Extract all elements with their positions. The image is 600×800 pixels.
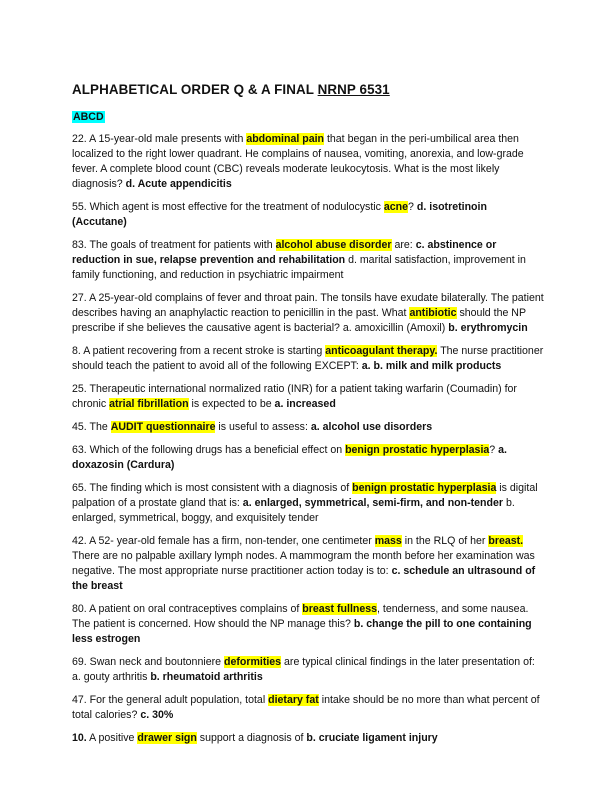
question-text: 27. A 25-year-old complains of fever and throat pain. The tonsils have exudate bilaterally. The patient describes having an anaphylactic reaction to penicillin in the past. What xyxy=(72,292,544,319)
course-code: NRNP 6531 xyxy=(317,82,390,97)
answer-text: a. increased xyxy=(274,398,336,410)
question-text: The nurse practitioner should teach the patient to avoid all of the following EXCEPT: xyxy=(72,345,544,372)
question-item xyxy=(72,382,544,412)
question-item xyxy=(72,481,544,526)
question-text: 69. Swan neck and boutonniere xyxy=(72,656,224,668)
highlighted-keyword: benign prostatic hyperplasia xyxy=(345,444,490,456)
question-text: There are no palpable axillary lymph nodes. A mammogram the month before her examination was negative. The most appropriate nurse practitioner action today is to: xyxy=(72,550,535,577)
question-text: are typical clinical findings in the later presentation of: a. gouty arthritis xyxy=(72,656,535,683)
highlighted-keyword: atrial fibrillation xyxy=(109,398,189,410)
question-item xyxy=(72,420,544,435)
highlighted-keyword: deformities xyxy=(223,656,282,668)
question-text: d. marital satisfaction, improvement in family functioning, and reduction in psychiatric impairment xyxy=(72,254,526,281)
question-text: b. enlarged, symmetrical, boggy, and exquisitely tender xyxy=(72,497,515,524)
question-item xyxy=(72,693,544,723)
question-item xyxy=(72,655,544,685)
question-item xyxy=(72,443,544,473)
highlighted-keyword: breast. xyxy=(488,535,524,547)
question-text: 22. A 15-year-old male presents with xyxy=(72,133,247,145)
question-text: 80. A patient on oral contraceptives complains of xyxy=(72,603,303,615)
highlighted-keyword: breast fullness xyxy=(302,603,378,615)
question-text: 8. A patient recovering from a recent stroke is starting xyxy=(72,345,326,357)
question-item xyxy=(72,534,544,594)
question-text: intake should be no more than what percent of total calories? xyxy=(72,694,540,721)
question-item xyxy=(72,344,544,374)
answer-text: d. Acute appendicitis xyxy=(125,178,232,190)
question-text: ? xyxy=(489,444,499,456)
question-text: are: xyxy=(391,239,416,251)
question-item xyxy=(72,291,544,336)
question-text: 65. The finding which is most consistent with a diagnosis of xyxy=(72,482,353,494)
question-text: 45. The xyxy=(72,421,111,433)
highlighted-keyword: acne xyxy=(383,201,409,213)
highlighted-keyword: mass xyxy=(374,535,402,547)
question-text: 25. Therapeutic international normalized ratio (INR) for a patient taking warfarin (Coumadin) for chronic xyxy=(72,383,517,410)
highlighted-keyword: drawer sign xyxy=(137,732,197,744)
question-text: should the NP prescribe if she believes the causative agent is bacterial? a. amoxicillin (Amoxil) xyxy=(72,307,526,334)
question-item xyxy=(72,200,544,230)
question-text: 47. For the general adult population, total xyxy=(72,694,269,706)
highlighted-keyword: antibiotic xyxy=(409,307,457,319)
answer-text: b. change the pill to one containing less estrogen xyxy=(72,618,532,645)
answer-text: c. abstinence or reduction in sue, relapse prevention and rehabilitation xyxy=(72,239,497,266)
answer-text: b. rheumatoid arthritis xyxy=(150,671,263,683)
question-text: A positive xyxy=(86,732,138,744)
highlighted-keyword: dietary fat xyxy=(268,694,319,706)
question-number: 10. xyxy=(72,732,87,744)
question-text: 83. The goals of treatment for patients with xyxy=(72,239,276,251)
answer-text: d. isotretinoin (Accutane) xyxy=(72,201,487,228)
page-title xyxy=(72,82,544,97)
question-item xyxy=(72,132,544,192)
highlighted-keyword: alcohol abuse disorder xyxy=(275,239,392,251)
answer-text: b. cruciate ligament injury xyxy=(306,732,438,744)
question-list xyxy=(72,132,544,746)
question-text: is expected to be xyxy=(188,398,275,410)
highlighted-keyword: anticoagulant therapy. xyxy=(325,345,438,357)
answer-text: a. enlarged, symmetrical, semi-firm, and non-tender xyxy=(242,497,504,509)
question-text: support a diagnosis of xyxy=(196,732,307,744)
question-text: 42. A 52- year-old female has a firm, non-tender, one centimeter xyxy=(72,535,375,547)
highlighted-keyword: benign prostatic hyperplasia xyxy=(352,482,497,494)
highlighted-keyword: abdominal pain xyxy=(246,133,325,145)
question-item xyxy=(72,238,544,283)
question-text: is useful to assess: xyxy=(215,421,311,433)
question-item xyxy=(72,602,544,647)
answer-text: a. alcohol use disorders xyxy=(310,421,433,433)
question-text: that began in the peri-umbilical area then localized to the right lower quadrant. He complains of nausea, vomiting, anorexia, and low-grade fever. A complete blood count (CBC) reveals moderate leukocytosis. What is the most likely diagnosis? xyxy=(72,133,524,190)
question-text: 55. Which agent is most effective for the treatment of nodulocystic xyxy=(72,201,384,213)
question-text: in the RLQ of her xyxy=(401,535,489,547)
answer-text: a. b. milk and milk products xyxy=(361,360,502,372)
section-label: ABCD xyxy=(73,111,104,123)
question-text: is digital palpation of a prostate gland that is: xyxy=(72,482,538,509)
answer-text: a. doxazosin (Cardura) xyxy=(72,444,507,471)
title-text: ALPHABETICAL ORDER Q & A FINAL xyxy=(72,82,318,97)
highlighted-keyword: AUDIT questionnaire xyxy=(110,421,216,433)
question-text: 63. Which of the following drugs has a beneficial effect on xyxy=(72,444,346,456)
answer-text: c. 30% xyxy=(140,709,174,721)
answer-text: c. schedule an ultrasound of the breast xyxy=(72,565,536,592)
question-text: ? xyxy=(408,201,417,213)
answer-text: b. erythromycin xyxy=(448,322,528,334)
question-text: , tenderness, and some nausea. The patient is concerned. How should the NP manage this? xyxy=(72,603,529,630)
question-item xyxy=(72,731,544,746)
